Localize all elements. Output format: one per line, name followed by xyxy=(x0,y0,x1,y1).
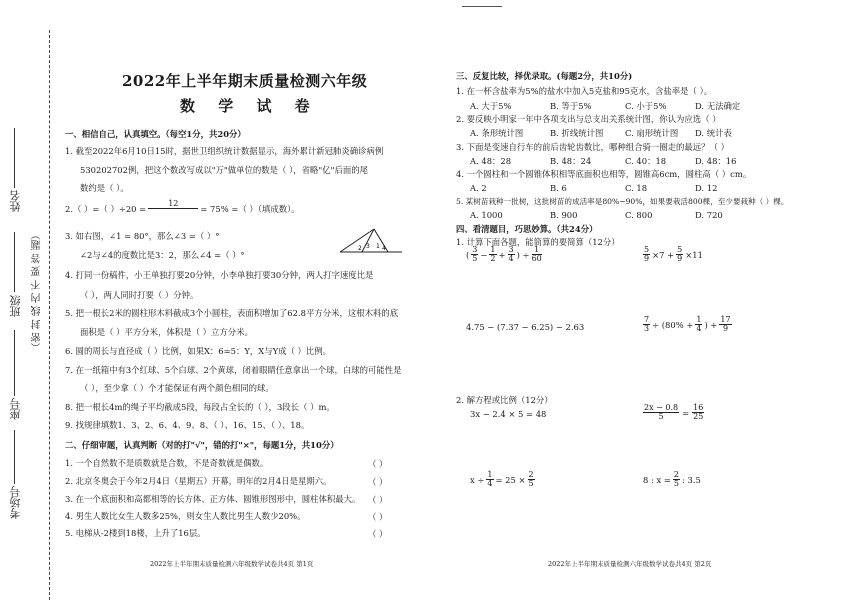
footer-right: 2022年上半年期末质量检测六年级数学试卷共4页 第2页 xyxy=(548,560,712,568)
q2-pre: 2.（ ）=（ ）÷20 = xyxy=(65,203,147,214)
e1-frac-b: $\frac{1}{2}$ xyxy=(490,245,496,263)
section4-heading: 四、看清题目，巧思妙算。（共24分） xyxy=(456,224,598,234)
q2-denominator xyxy=(148,209,198,217)
e4-frac-a: $\frac{7}{3}$ xyxy=(644,315,650,333)
eq4-pre: 8 : x = xyxy=(643,474,671,485)
mc-q1-option: A. 大于5% xyxy=(470,101,512,111)
equation-3 xyxy=(470,471,535,488)
eq2-frac-a: $\frac{2x - 0.8}{5}$ xyxy=(644,403,679,421)
e1-frac-c: $\frac{3}{4}$ xyxy=(508,245,514,263)
svg-text:1: 1 xyxy=(376,243,380,250)
equation-1: 3x − 2.4 × 5 = 48 xyxy=(470,409,547,419)
e2-frac-b: $\frac{5}{9}$ xyxy=(677,245,683,263)
q4-line2: （ ），两人同时打要（ ）分钟。 xyxy=(80,290,199,300)
e1-minus: − xyxy=(480,249,488,260)
mc-q3-option: B. 48：24 xyxy=(550,156,592,166)
e4-post: ) + xyxy=(704,319,718,330)
section3-heading: 三、反复比较，择优录取。(每题2分，共10分) xyxy=(456,71,633,81)
name-label: 姓名 xyxy=(9,190,22,212)
mc-q1-option: B. 等于5% xyxy=(550,101,592,111)
judge-answer-box: （ ） xyxy=(368,459,388,469)
e2-post: ×11 xyxy=(685,249,703,260)
svg-text:2: 2 xyxy=(358,245,362,252)
calc-expression-2 xyxy=(643,246,703,263)
q5-line2: 面积是（ ）平方分米，体积是（ ）立方分米。 xyxy=(80,327,253,337)
mc-q2-option: D. 统计表 xyxy=(695,128,732,138)
mc-q3-option: A. 48：28 xyxy=(470,156,512,166)
mc-q2: 2. 要反映小明家一年中各项支出与总支出关系统计图，你认为应选（ ） xyxy=(456,114,721,124)
q1-line1: 1. 截至2022年6月10日15时，据世卫组织统计数据显示，海外累计新冠肺炎确诊病例 xyxy=(65,146,384,156)
binding-line xyxy=(49,30,50,600)
seat-label: 座号 xyxy=(9,398,22,420)
mc-q1-option: C. 小于5% xyxy=(625,101,667,111)
room-line xyxy=(14,430,15,484)
q2 xyxy=(65,200,300,217)
eq4-frac: $\frac{2}{5}$ xyxy=(673,470,679,488)
judge-answer-box: （ ） xyxy=(368,529,388,539)
q1-line2: 530202702例，把这个数改写成以"万"做单位的数是（ ），省略"亿"后面的尾 xyxy=(80,165,368,175)
mc-q2-option: B. 折线统计图 xyxy=(550,128,604,138)
svg-text:4: 4 xyxy=(382,245,386,252)
top-mark xyxy=(462,6,502,7)
eq4-post: : 3.5 xyxy=(681,474,701,485)
q1-line3: 数约是（ ）。 xyxy=(80,183,129,193)
mc-q4-option: C. 18 xyxy=(625,183,648,193)
eq3-frac-a: $\frac{1}{4}$ xyxy=(487,470,493,488)
mc-q5-option: B. 900 xyxy=(550,210,578,220)
page-title: 2022年上半年期末质量检测六年级 xyxy=(122,72,368,90)
mc-q2-option: A. 条形统计图 xyxy=(470,128,524,138)
judge-item: 3. 在一个底面积和高都相等的长方体、正方体、圆锥形图形中，圆柱体积最大。 xyxy=(65,494,361,504)
mc-q3: 3. 下面是变速自行车的前后齿轮齿数比，哪种组合骑一圈走的最远？（ ） xyxy=(456,142,729,152)
class-line xyxy=(14,232,15,292)
room-label: 考场号 xyxy=(9,486,22,519)
equation-instructions: 2. 解方程或比例（12分） xyxy=(456,395,553,405)
e2-frac-a: $\frac{5}{9}$ xyxy=(644,245,650,263)
footer-left: 2022年上半年期末质量检测六年级数学试卷共4页 第1页 xyxy=(150,560,314,568)
mc-q4: 4. 一个圆柱和一个圆锥体积相等底面积也相等，圆锥高6cm，圆柱高（ ）cm。 xyxy=(456,169,752,179)
angle-figure xyxy=(336,226,406,256)
calc-expression-1 xyxy=(466,246,542,263)
q4-line1: 4. 打同一份稿件，小王单独打要20分钟，小李单独打要30分钟，两人打字速度比是 xyxy=(65,270,374,280)
mc-q5-option: C. 800 xyxy=(625,210,653,220)
class-label: 班级 xyxy=(9,295,22,317)
e4-frac-c: $\frac{17}{9}$ xyxy=(720,315,731,333)
name-line xyxy=(14,128,15,188)
e4-mid: ÷ (80% + xyxy=(652,319,694,330)
e1-frac-a: $\frac{3}{5}$ xyxy=(472,245,478,263)
q9: 9. 找规律填数1、3、2、6、4、9、8、（ ）、16、15、（ ）、18。 xyxy=(65,420,310,430)
mc-q4-option: B. 6 xyxy=(550,183,567,193)
eq3-frac-b: $\frac{2}{5}$ xyxy=(528,470,534,488)
equation-2 xyxy=(643,404,704,421)
mc-q3-option: C. 40：18 xyxy=(625,156,667,166)
judge-answer-box: （ ） xyxy=(368,512,388,522)
mc-q5-option: D. 720 xyxy=(695,210,723,220)
judge-answer-box: （ ） xyxy=(368,477,388,487)
equation-4 xyxy=(643,471,701,488)
eq3-mid: = 25 × xyxy=(495,474,526,485)
q3-line2: ∠2与∠4的度数比是3：2，那么∠4 =（ ）° xyxy=(80,250,245,260)
mc-q2-option: C. 扇形统计图 xyxy=(625,128,679,138)
mc-q4-option: D. 12 xyxy=(695,183,718,193)
mc-q5-option: A. 1000 xyxy=(470,210,503,220)
mc-q1: 1. 在一杯含盐率为5%的盐水中加入5克盐和95克水，含盐率是（ ）。 xyxy=(456,86,713,96)
mc-q3-option: D. 48：16 xyxy=(695,156,737,166)
e1-open-paren: ( xyxy=(466,249,470,260)
judge-item: 5. 电梯从-2楼到18楼，上升了16层。 xyxy=(65,528,206,538)
eq2-frac-b: $\frac{16}{25}$ xyxy=(693,403,704,421)
seal-text: （密 封 线 内 不 要 答 题） xyxy=(32,230,43,353)
q8: 8. 把一根长4m的绳子平均截成5段，每段占全长的（ ），3段长（ ）m。 xyxy=(65,402,335,412)
e2-mid: ×7 + xyxy=(652,249,675,260)
calc-instructions: 1. 计算下面各题，能简算的要简算（12分） xyxy=(456,237,620,247)
calc-expression-4 xyxy=(643,316,732,333)
judge-item: 2. 北京冬奥会于今年2月4日（星期五）开幕，明年的2月4日是星期六。 xyxy=(65,476,332,486)
q5-line1: 5. 把一根长2米的圆柱形木料截成3个小圆柱，表面积增加了62.8平方分米，这根木料的底 xyxy=(65,308,399,318)
judge-item: 4. 男生人数比女生人数多25%，则女生人数比男生人数少20%。 xyxy=(65,511,306,521)
calc-expression-3: 4.75 − (7.37 − 6.25) − 2.63 xyxy=(466,322,585,332)
q6: 6. 圆的周长与直径成（ ）比例，如果X：6=5：Y，X与Y成（ ）比例。 xyxy=(65,346,332,356)
q7-line2: （ ），至少拿（ ）个才能保证有两个颜色相同的球。 xyxy=(80,383,274,393)
eq2-equals: = xyxy=(682,407,690,418)
q2-numerator: 12 xyxy=(148,200,198,209)
q3-line1: 3. 如右图，∠1 = 80°，那么∠3 =（ ）° xyxy=(65,231,220,241)
e1-frac-d: $\frac{1}{60}$ xyxy=(531,245,542,263)
q7-line1: 7. 在一纸箱中有3个红球、5个白球、2个黄球，闭着眼睛任意拿出一个球，白球的可能性是 xyxy=(65,365,402,375)
mc-q1-option: D. 无法确定 xyxy=(695,101,741,111)
q2-post: = 75% =（ ）（填成数）。 xyxy=(200,203,300,214)
section2-heading: 二、仔细审题，认真判断（对的打"√"，错的打"×"，每题1分，共10分） xyxy=(65,440,339,450)
e1-plus: + xyxy=(498,249,506,260)
eq3-pre: x ÷ xyxy=(470,474,485,485)
e4-frac-b: $\frac{1}{4}$ xyxy=(696,315,702,333)
seat-line xyxy=(14,330,15,396)
mc-q5: 5. 某树苗栽种一批树，这批树苗的成活率是80%~90%，如果要栽活800棵，至少要栽种（ ）棵。 xyxy=(456,197,789,206)
mc-q4-option: A. 2 xyxy=(470,183,487,193)
section1-heading: 一、相信自己，认真填空。（每空1分，共20分） xyxy=(65,129,246,139)
judge-item: 1. 一个自然数不是质数就是合数，不是奇数就是偶数。 xyxy=(65,458,269,468)
q2-fraction xyxy=(148,200,198,217)
judge-answer-box: （ ） xyxy=(368,495,388,505)
e1-close: ) ÷ xyxy=(516,249,530,260)
svg-text:3: 3 xyxy=(366,243,370,250)
page-subtitle: 数 学 试 卷 xyxy=(180,97,319,115)
